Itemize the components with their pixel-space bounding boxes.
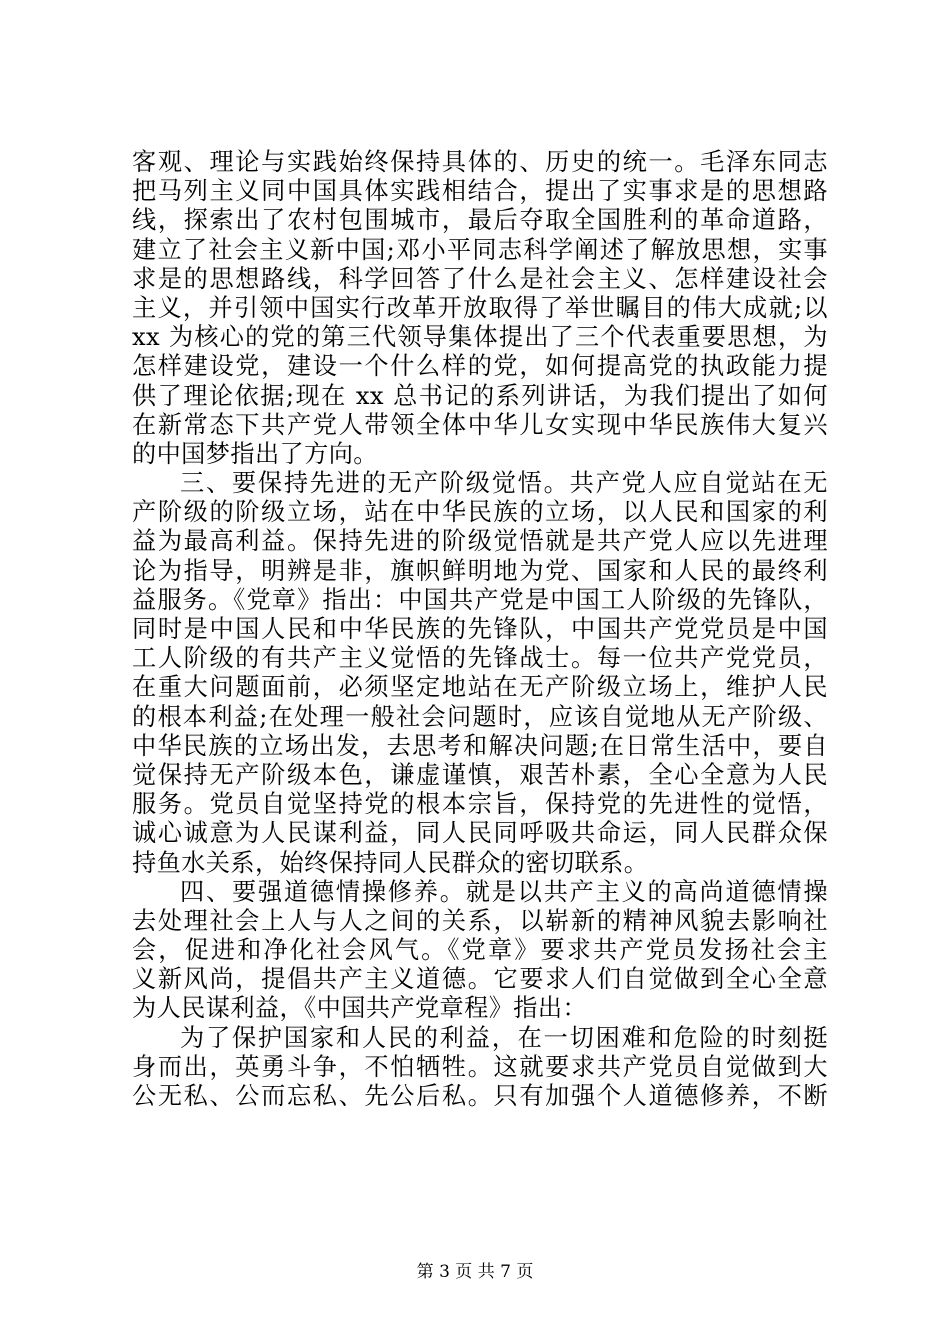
- text-line: 四、要强道德情操修养。就是以共产主义的高尚道德情操: [180, 877, 828, 906]
- text-line: 主义，并引领中国实行改革开放取得了举世瞩目的伟大成就;以: [132, 293, 828, 322]
- text-line: 益为最高利益。保持先进的阶级觉悟就是共产党人应以先进理: [132, 527, 828, 556]
- text-line: 服务。党员自觉坚持党的根本宗旨，保持党的先进性的觉悟，: [132, 790, 828, 819]
- text-line: 的根本利益;在处理一般社会问题时，应该自觉地从无产阶级、: [132, 702, 828, 731]
- text-line: 把马列主义同中国具体实践相结合，提出了实事求是的思想路: [132, 177, 828, 206]
- text-line: 觉保持无产阶级本色，谦虚谨慎，艰苦朴素，全心全意为人民: [132, 760, 828, 789]
- text-line: 怎样建设党，建设一个什么样的党，如何提高党的执政能力提: [132, 352, 828, 381]
- text-line: 在新常态下共产党人带领全体中华儿女实现中华民族伟大复兴: [132, 410, 828, 439]
- text-line: 会，促进和净化社会风气。《党章》要求共产党员发扬社会主: [132, 936, 828, 965]
- text-line: 论为指导，明辨是非，旗帜鲜明地为党、国家和人民的最终利: [132, 556, 828, 585]
- text-line: 益服务。《党章》指出：中国共产党是中国工人阶级的先锋队，: [132, 585, 828, 614]
- page-footer: 第 3 页 共 7 页: [416, 1262, 534, 1282]
- text-line: 建立了社会主义新中国;邓小平同志科学阐述了解放思想，实事: [132, 235, 828, 264]
- text-line: 在重大问题面前，必须坚定地站在无产阶级立场上，维护人民: [132, 673, 828, 702]
- text-line: 线，探索出了农村包围城市，最后夺取全国胜利的革命道路，: [132, 206, 828, 235]
- text-line: 求是的思想路线，科学回答了什么是社会主义、怎样建设社会: [132, 264, 828, 293]
- text-line: 持鱼水关系，始终保持同人民群众的密切联系。: [132, 848, 649, 877]
- text-line: 的中国梦指出了方向。: [132, 439, 378, 468]
- text-line: 供了理论依据;现在 xx 总书记的系列讲话，为我们提出了如何: [132, 381, 828, 410]
- text-line: 客观、理论与实践始终保持具体的、历史的统一。毛泽东同志: [132, 148, 828, 176]
- text-line: 诚心诚意为人民谋利益，同人民同呼吸共命运，同人民群众保: [132, 819, 828, 848]
- text-line: 为了保护国家和人民的利益，在一切困难和危险的时刻挺: [180, 1023, 828, 1052]
- text-line: 义新风尚，提倡共产主义道德。它要求人们自觉做到全心全意: [132, 965, 828, 994]
- text-line: 为人民谋利益，《中国共产党章程》指出：: [132, 994, 588, 1023]
- document-body: [132, 148, 828, 1111]
- text-line: 产阶级的阶级立场，站在中华民族的立场，以人民和国家的利: [132, 498, 828, 527]
- text-line: 身而出，英勇斗争，不怕牺牲。这就要求共产党员自觉做到大: [132, 1052, 828, 1081]
- text-line: 中华民族的立场出发，去思考和解决问题;在日常生活中，要自: [132, 731, 828, 760]
- text-line: xx 为核心的党的第三代领导集体提出了三个代表重要思想，为: [132, 323, 828, 352]
- text-line: 公无私、公而忘私、先公后私。只有加强个人道德修养，不断: [132, 1082, 828, 1110]
- text-line: 工人阶级的有共产主义觉悟的先锋战士。每一位共产党党员，: [132, 644, 828, 673]
- text-line: 去处理社会上人与人之间的关系，以崭新的精神风貌去影响社: [132, 906, 828, 935]
- text-line: 三、要保持先进的无产阶级觉悟。共产党人应自觉站在无: [180, 469, 828, 498]
- text-line: 同时是中国人民和中华民族的先锋队，中国共产党党员是中国: [132, 615, 828, 643]
